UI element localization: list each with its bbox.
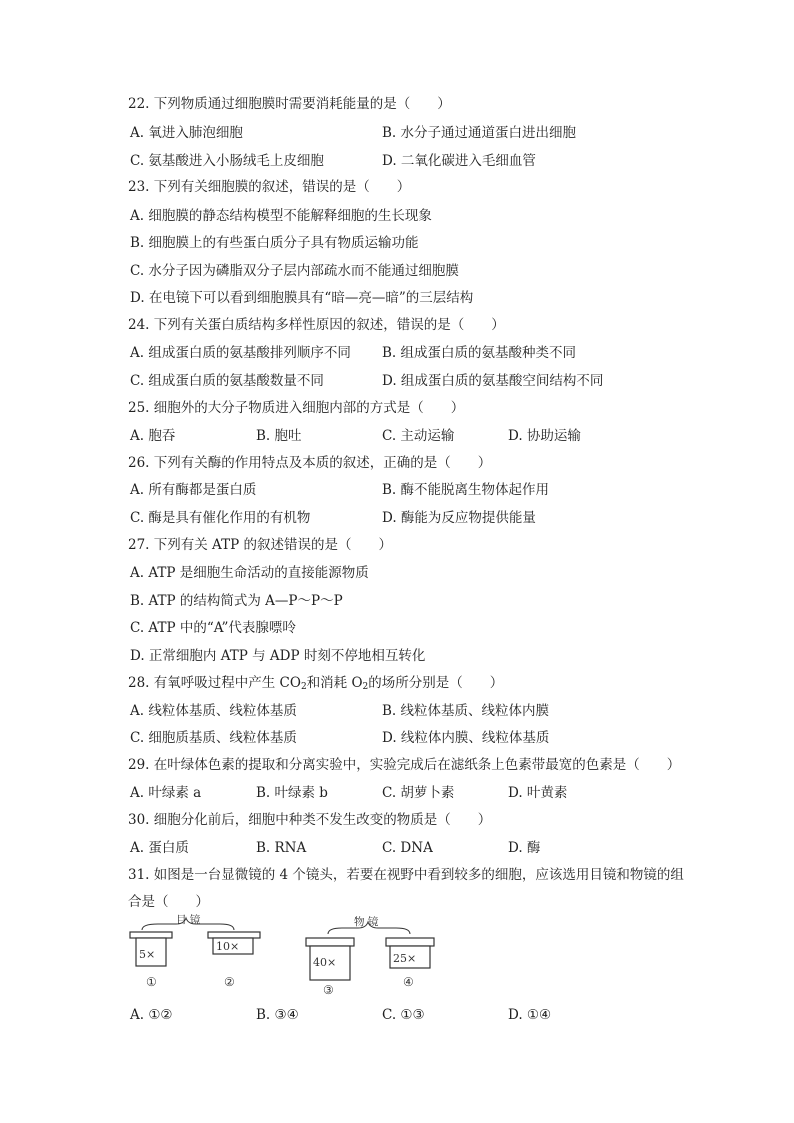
question-25-option-b[interactable]: B. 胞吐 [256, 428, 302, 444]
question-28-option-a[interactable]: A. 线粒体基质、线粒体基质 [130, 703, 297, 719]
eyepiece-label: 目 镜 [176, 914, 201, 926]
question-28-option-d[interactable]: D. 线粒体内膜、线粒体基质 [382, 730, 550, 746]
lens-2-number: ② [224, 975, 235, 989]
question-30-option-c[interactable]: C. DNA [382, 840, 433, 856]
question-22-option-b[interactable]: B. 水分子通过通道蛋白进出细胞 [382, 125, 577, 141]
question-23-option-d[interactable]: D. 在电镜下可以看到细胞膜具有“暗—亮—暗”的三层结构 [130, 290, 474, 306]
question-28-stem-mid: 和消耗 O [306, 675, 363, 691]
objective-label: 物 镜 [354, 916, 379, 928]
question-23-option-b[interactable]: B. 细胞膜上的有些蛋白质分子具有物质运输功能 [130, 235, 419, 251]
question-22-stem: 22. 下列物质通过细胞膜时需要消耗能量的是（ ） [128, 96, 451, 112]
question-27-option-b[interactable]: B. ATP 的结构简式为 A—P～P～P [130, 593, 343, 609]
question-31-option-b[interactable]: B. ③④ [256, 1007, 299, 1023]
lens-1-magnification: 5× [139, 948, 156, 961]
lens-1-eyepiece [130, 932, 172, 989]
question-24-option-b[interactable]: B. 组成蛋白质的氨基酸种类不同 [382, 345, 577, 361]
lens-2-eyepiece [208, 932, 260, 989]
question-28-option-b[interactable]: B. 线粒体基质、线粒体内膜 [382, 703, 550, 719]
question-26-option-d[interactable]: D. 酶能为反应物提供能量 [382, 510, 536, 526]
question-27-stem: 27. 下列有关 ATP 的叙述错误的是（ ） [128, 537, 392, 553]
question-29-option-b[interactable]: B. 叶绿素 b [256, 785, 328, 801]
question-28-stem [128, 674, 503, 696]
question-23-option-a[interactable]: A. 细胞膜的静态结构模型不能解释细胞的生长现象 [130, 208, 432, 224]
question-30-option-d[interactable]: D. 酶 [508, 840, 541, 856]
question-24-option-a[interactable]: A. 组成蛋白质的氨基酸排列顺序不同 [130, 345, 351, 361]
question-26-option-c[interactable]: C. 酶是具有催化作用的有机物 [130, 510, 311, 526]
lens-4-objective [386, 938, 434, 989]
question-23-option-c[interactable]: C. 水分子因为磷脂双分子层内部疏水而不能通过细胞膜 [130, 263, 459, 279]
question-24-stem: 24. 下列有关蛋白质结构多样性原因的叙述，错误的是（ ） [128, 317, 505, 333]
question-22-option-d[interactable]: D. 二氧化碳进入毛细血管 [382, 153, 536, 169]
question-29-option-c[interactable]: C. 胡萝卜素 [382, 785, 455, 801]
question-25-option-d[interactable]: D. 协助运输 [508, 428, 581, 444]
question-27-option-c[interactable]: C. ATP 中的“A”代表腺嘌呤 [130, 620, 296, 636]
question-31-stem-line2: 合是（ ） [128, 894, 209, 910]
lens-3-number: ③ [323, 983, 334, 997]
question-28-stem-sub2: 2 [362, 682, 369, 692]
lens-3-magnification: 40× [313, 956, 337, 969]
question-26-stem: 26. 下列有关酶的作用特点及本质的叙述，正确的是（ ） [128, 455, 492, 471]
question-25-stem: 25. 细胞外的大分子物质进入细胞内部的方式是（ ） [128, 400, 465, 416]
question-28-stem-post: 的场所分别是（ ） [368, 675, 504, 691]
lens-4-number: ④ [403, 975, 414, 989]
question-25-option-a[interactable]: A. 胞吞 [130, 428, 176, 444]
question-28-stem-sub1: 2 [300, 682, 307, 692]
microscope-lenses-figure [128, 914, 458, 998]
question-31-stem-line1: 31. 如图是一台显微镜的 4 个镜头，若要在视野中看到较多的细胞，应该选用目镜和物镜的组 [128, 867, 684, 883]
question-30-option-a[interactable]: A. 蛋白质 [130, 840, 189, 856]
lens-4-magnification: 25× [393, 952, 417, 965]
question-22-option-c[interactable]: C. 氨基酸进入小肠绒毛上皮细胞 [130, 153, 324, 169]
question-24-option-d[interactable]: D. 组成蛋白质的氨基酸空间结构不同 [382, 373, 604, 389]
question-31-option-d[interactable]: D. ①④ [508, 1007, 552, 1023]
question-31-option-a[interactable]: A. ①② [130, 1007, 173, 1023]
question-29-option-d[interactable]: D. 叶黄素 [508, 785, 568, 801]
question-26-option-a[interactable]: A. 所有酶都是蛋白质 [130, 482, 257, 498]
question-29-stem: 29. 在叶绿体色素的提取和分离实验中，实验完成后在滤纸条上色素带最宽的色素是（ ） [128, 757, 681, 773]
question-26-option-b[interactable]: B. 酶不能脱离生物体起作用 [382, 482, 550, 498]
question-27-option-d[interactable]: D. 正常细胞内 ATP 与 ADP 时刻不停地相互转化 [130, 648, 426, 664]
lens-3-objective [306, 938, 354, 997]
lens-2-magnification: 10× [216, 940, 240, 953]
question-22-option-a[interactable]: A. 氧进入肺泡细胞 [130, 125, 243, 141]
question-31-option-c[interactable]: C. ①③ [382, 1007, 425, 1023]
question-29-option-a[interactable]: A. 叶绿素 a [130, 785, 202, 801]
question-30-option-b[interactable]: B. RNA [256, 840, 307, 856]
question-27-option-a[interactable]: A. ATP 是细胞生命活动的直接能源物质 [130, 565, 369, 581]
question-28-stem-pre: 28. 有氧呼吸过程中产生 CO [128, 675, 301, 691]
question-30-stem: 30. 细胞分化前后，细胞中种类不发生改变的物质是（ ） [128, 812, 492, 828]
question-23-stem: 23. 下列有关细胞膜的叙述，错误的是（ ） [128, 179, 411, 195]
question-25-option-c[interactable]: C. 主动运输 [382, 428, 455, 444]
question-28-option-c[interactable]: C. 细胞质基质、线粒体基质 [130, 730, 297, 746]
lens-1-number: ① [146, 975, 157, 989]
question-24-option-c[interactable]: C. 组成蛋白质的氨基酸数量不同 [130, 373, 324, 389]
